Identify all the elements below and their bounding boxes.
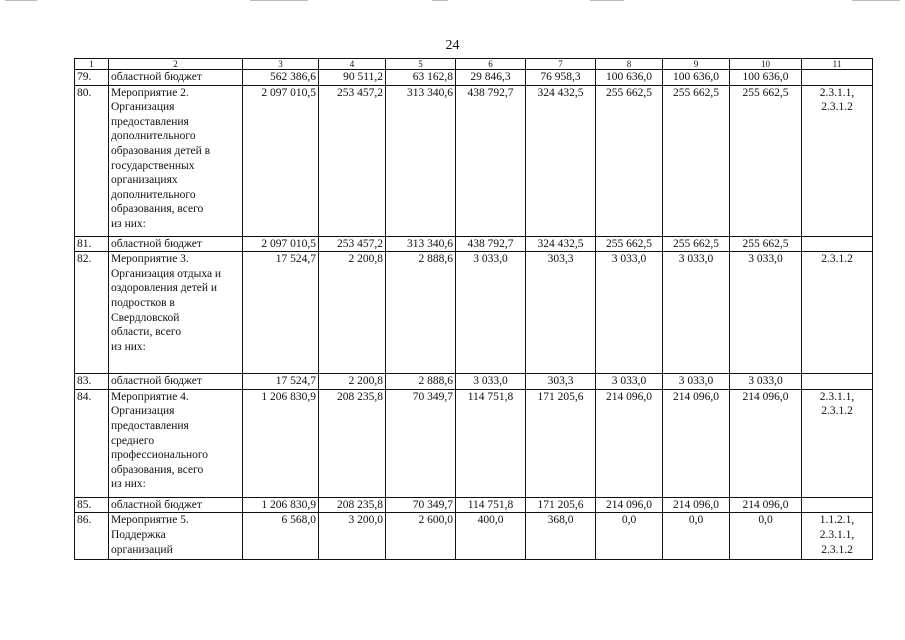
- value-cell: 6 568,0: [243, 513, 319, 560]
- row-number: 79.: [75, 70, 109, 86]
- value-cell: 3 033,0: [730, 374, 802, 390]
- value-cell: 562 386,6: [243, 70, 319, 86]
- row-number: 83.: [75, 374, 109, 390]
- col-header: 11: [802, 59, 873, 70]
- value-cell: 313 340,6: [386, 236, 456, 252]
- value-cell: 171 205,6: [526, 497, 596, 513]
- target-indicator-text: 2.3.1.1, 2.3.1.2: [819, 86, 855, 114]
- value-cell: 0,0: [596, 513, 663, 560]
- row-name: [109, 70, 243, 86]
- value-cell: 214 096,0: [596, 497, 663, 513]
- value-cell: 400,0: [456, 513, 526, 560]
- value-cell: 2 097 010,5: [243, 85, 319, 236]
- value-cell: 3 033,0: [730, 252, 802, 374]
- row-name: [109, 513, 243, 560]
- table-row: [75, 389, 873, 497]
- row-name-text: Мероприятие 4. Организация предоставления среднего профессионального образования, всего из них:: [111, 390, 209, 491]
- value-cell: 3 200,0: [319, 513, 386, 560]
- value-cell: 114 751,8: [456, 497, 526, 513]
- value-cell: 3 033,0: [596, 252, 663, 374]
- value-cell: 100 636,0: [663, 70, 730, 86]
- value-cell: 255 662,5: [596, 236, 663, 252]
- row-name: [109, 389, 243, 497]
- col-header: 4: [319, 59, 386, 70]
- value-cell: 303,3: [526, 374, 596, 390]
- value-cell: 100 636,0: [596, 70, 663, 86]
- value-cell: 1 206 830,9: [243, 389, 319, 497]
- value-cell: 3 033,0: [663, 374, 730, 390]
- value-cell: 0,0: [663, 513, 730, 560]
- row-number: 85.: [75, 497, 109, 513]
- value-cell: 1 206 830,9: [243, 497, 319, 513]
- value-cell: 324 432,5: [526, 85, 596, 236]
- value-cell: 208 235,8: [319, 497, 386, 513]
- value-cell: 2 888,6: [386, 252, 456, 374]
- table-row: [75, 236, 873, 252]
- row-name: [109, 374, 243, 390]
- value-cell: 303,3: [526, 252, 596, 374]
- table-row: [75, 70, 873, 86]
- col-header: 2: [109, 59, 243, 70]
- value-cell: 324 432,5: [526, 236, 596, 252]
- row-name-text: Мероприятие 2. Организация предоставления дополнительного образования детей в государственных организациях дополнительного образования, всего из них:: [111, 86, 211, 230]
- row-name-text: Мероприятие 3. Организация отдыха и оздоровления детей и подростков в Свердловской области, всего из них:: [111, 253, 222, 353]
- table-row: [75, 513, 873, 560]
- value-cell: 63 162,8: [386, 70, 456, 86]
- page-number: 24: [445, 38, 460, 53]
- target-indicator-text: 1.1.2.1, 2.3.1.1, 2.3.1.2: [819, 514, 855, 556]
- value-cell: 100 636,0: [730, 70, 802, 86]
- col-header: 10: [730, 59, 802, 70]
- value-cell: 214 096,0: [730, 497, 802, 513]
- row-number: 86.: [75, 513, 109, 560]
- value-cell: 255 662,5: [730, 85, 802, 236]
- value-cell: 214 096,0: [596, 389, 663, 497]
- table-row: [75, 252, 873, 374]
- target-indicator-cell: [802, 236, 873, 252]
- value-cell: 2 888,6: [386, 374, 456, 390]
- value-cell: 253 457,2: [319, 85, 386, 236]
- value-cell: 2 200,8: [319, 252, 386, 374]
- value-cell: 17 524,7: [243, 374, 319, 390]
- row-name-text: областной бюджет: [111, 498, 202, 511]
- value-cell: 313 340,6: [386, 85, 456, 236]
- target-indicator-cell: [802, 70, 873, 86]
- value-cell: 214 096,0: [730, 389, 802, 497]
- row-name: [109, 85, 243, 236]
- row-name-text: Мероприятие 5. Поддержка организаций: [111, 514, 189, 556]
- value-cell: 29 846,3: [456, 70, 526, 86]
- value-cell: 2 600,0: [386, 513, 456, 560]
- value-cell: 76 958,3: [526, 70, 596, 86]
- value-cell: 2 097 010,5: [243, 236, 319, 252]
- row-number: 82.: [75, 252, 109, 374]
- value-cell: 214 096,0: [663, 497, 730, 513]
- value-cell: 255 662,5: [663, 236, 730, 252]
- budget-table: [74, 58, 873, 560]
- value-cell: 0,0: [730, 513, 802, 560]
- row-number: 84.: [75, 389, 109, 497]
- value-cell: 255 662,5: [663, 85, 730, 236]
- row-name-text: областной бюджет: [111, 71, 202, 83]
- col-header: 1: [75, 59, 109, 70]
- table-row: [75, 374, 873, 390]
- value-cell: 90 511,2: [319, 70, 386, 86]
- col-header: 3: [243, 59, 319, 70]
- table-row: [75, 497, 873, 513]
- value-cell: 255 662,5: [596, 85, 663, 236]
- col-header: 7: [526, 59, 596, 70]
- row-name: [109, 252, 243, 374]
- row-number: 80.: [75, 85, 109, 236]
- col-header: 9: [663, 59, 730, 70]
- row-name-text: областной бюджет: [111, 375, 202, 388]
- table-row: [75, 85, 873, 236]
- value-cell: 3 033,0: [663, 252, 730, 374]
- target-indicator-text: 2.3.1.2: [821, 253, 853, 266]
- row-name-text: областной бюджет: [111, 237, 202, 250]
- row-number: 81.: [75, 236, 109, 252]
- value-cell: 438 792,7: [456, 85, 526, 236]
- value-cell: 17 524,7: [243, 252, 319, 374]
- value-cell: 2 200,8: [319, 374, 386, 390]
- col-header: 6: [456, 59, 526, 70]
- value-cell: 114 751,8: [456, 389, 526, 497]
- target-indicator-cell: [802, 513, 873, 560]
- header-row: [75, 59, 873, 70]
- value-cell: 438 792,7: [456, 236, 526, 252]
- value-cell: 3 033,0: [596, 374, 663, 390]
- value-cell: 368,0: [526, 513, 596, 560]
- target-indicator-cell: [802, 374, 873, 390]
- value-cell: 3 033,0: [456, 374, 526, 390]
- value-cell: 70 349,7: [386, 497, 456, 513]
- target-indicator-cell: [802, 389, 873, 497]
- value-cell: 3 033,0: [456, 252, 526, 374]
- value-cell: 70 349,7: [386, 389, 456, 497]
- target-indicator-cell: [802, 85, 873, 236]
- value-cell: 255 662,5: [730, 236, 802, 252]
- row-name: [109, 236, 243, 252]
- value-cell: 214 096,0: [663, 389, 730, 497]
- value-cell: 253 457,2: [319, 236, 386, 252]
- value-cell: 171 205,6: [526, 389, 596, 497]
- row-name: [109, 497, 243, 513]
- value-cell: 208 235,8: [319, 389, 386, 497]
- target-indicator-cell: [802, 252, 873, 374]
- col-header: 5: [386, 59, 456, 70]
- target-indicator-text: 2.3.1.1, 2.3.1.2: [819, 390, 855, 418]
- target-indicator-cell: [802, 497, 873, 513]
- col-header: 8: [596, 59, 663, 70]
